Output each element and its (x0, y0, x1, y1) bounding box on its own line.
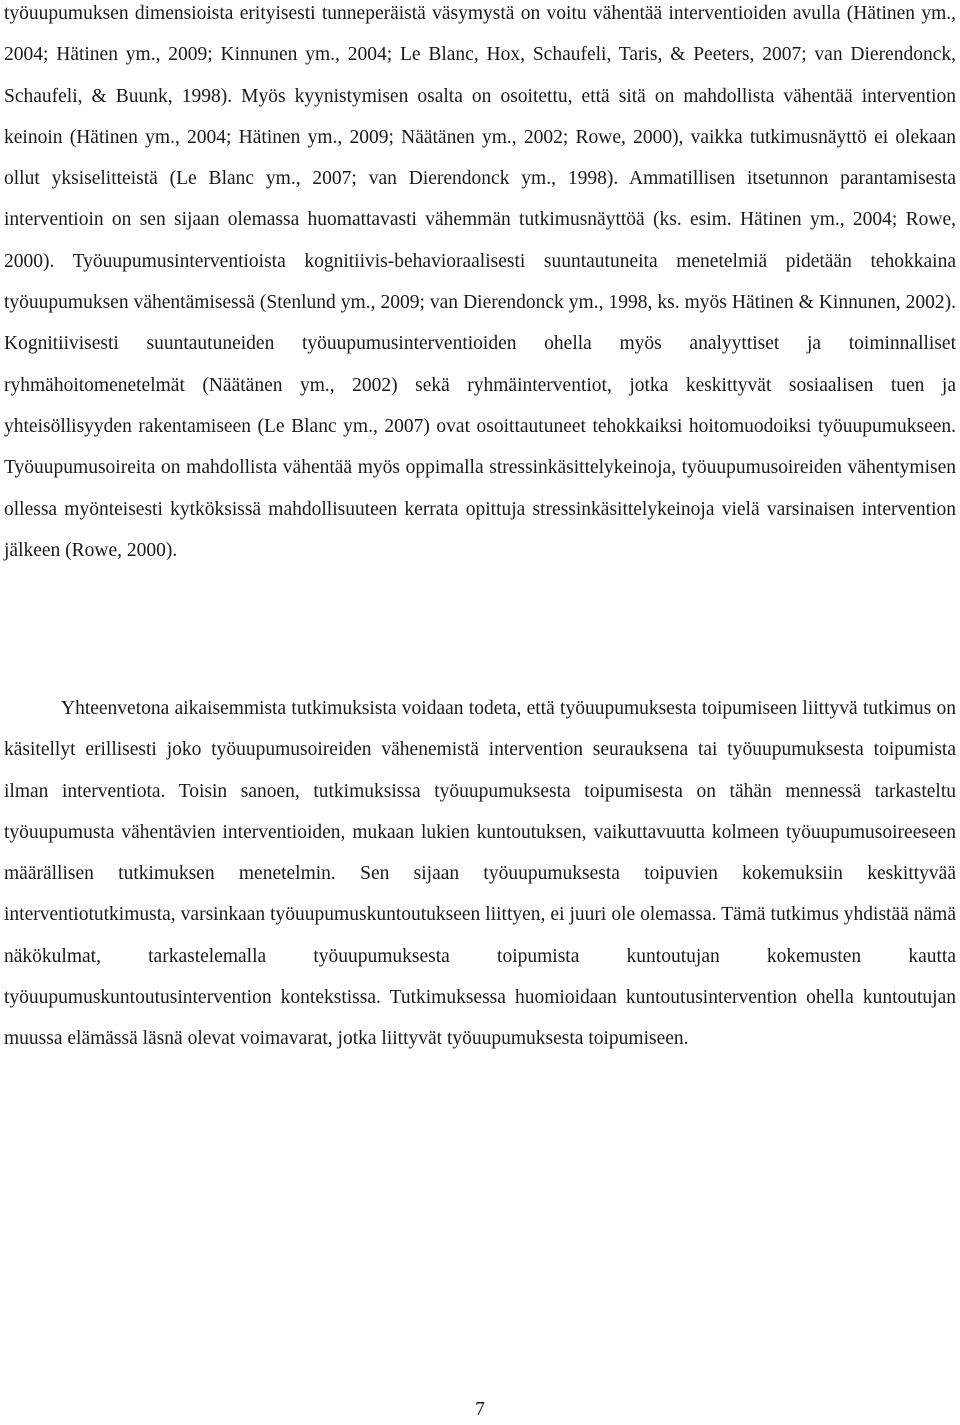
body-paragraph-1: työuupumuksen dimensioista erityisesti tunneperäistä väsymystä on voitu vähentää interventioiden avulla (Hätinen ym., 2004; Hätinen ym., 2009; Kinnunen ym., 2004; Le Blanc, Hox, Schaufeli, Taris, & Peeters, 2007; van Dierendonck, Schaufeli, & Buunk, 1998). Myös kyynistymisen osalta on osoitettu, että sitä on mahdollista vähentää intervention keinoin (Hätinen ym., 2004; Hätinen ym., 2009; Näätänen ym., 2002; Rowe, 2000), vaikka tutkimusnäyttö ei olekaan ollut yksiselitteistä (Le Blanc ym., 2007; van Dierendonck ym., 1998). Ammatillisen itsetunnon parantamisesta interventioin on sen sijaan olemassa huomattavasti vähemmän tutkimusnäyttöä (ks. esim. Hätinen ym., 2004; Rowe, 2000). Työuupumusinterventioista kognitiivis-behavioraalisesti suuntautuneita menetelmiä pidetään tehokkaina työuupumuksen vähentämisessä (Stenlund ym., 2009; van Dierendonck ym., 1998, ks. myös Hätinen & Kinnunen, 2002). Kognitiivisesti suuntautuneiden työuupumusinterventioiden ohella myös analyyttiset ja toiminnalliset ryhmähoitomenetelmät (Näätänen ym., 2002) sekä ryhmäinterventiot, jotka keskittyvät sosiaalisen tuen ja yhteisöllisyyden rakentamiseen (Le Blanc ym., 2007) ovat osoittautuneet tehokkaiksi hoitomuodoiksi työuupumukseen. Työuupumusoireita on mahdollista vähentää myös oppimalla stressinkäsittelykeinoja, työuupumusoireiden vähentymisen ollessa myönteisesti kytköksissä mahdollisuuteen kerrata opittuja stressinkäsittelykeinoja vielä varsinaisen intervention jälkeen (Rowe, 2000). (4, 3, 956, 561)
page-number: 7 (475, 1399, 485, 1420)
body-paragraph-2: Yhteenvetona aikaisemmista tutkimuksista voidaan todeta, että työuupumuksesta toipumiseen liittyvä tutkimus on käsitellyt erillisesti joko työuupumusoireiden vähenemistä intervention seurauksena tai työuupumuksesta toipumista ilman interventiota. Toisin sanoen, tutkimuksissa työuupumuksesta toipumisesta on tähän mennessä tarkasteltu työuupumusta vähentävien interventioiden, mukaan lukien kuntoutuksen, vaikuttavuutta kolmeen työuupumusoireeseen määrällisen tutkimuksen menetelmin. Sen sijaan työuupumuksesta toipuvien kokemuksiin keskittyvää interventiotutkimusta, varsinkaan työuupumuskuntoutukseen liittyen, ei juuri ole olemassa. Tämä tutkimus yhdistää nämä näkökulmat, tarkastelemalla työuupumuksesta toipumista kuntoutujan kokemusten kautta työuupumuskuntoutusintervention kontekstissa. Tutkimuksessa huomioidaan kuntoutusintervention ohella kuntoutujan muussa elämässä läsnä olevat voimavarat, jotka liittyvät työuupumuksesta toipumiseen. (4, 698, 956, 1050)
